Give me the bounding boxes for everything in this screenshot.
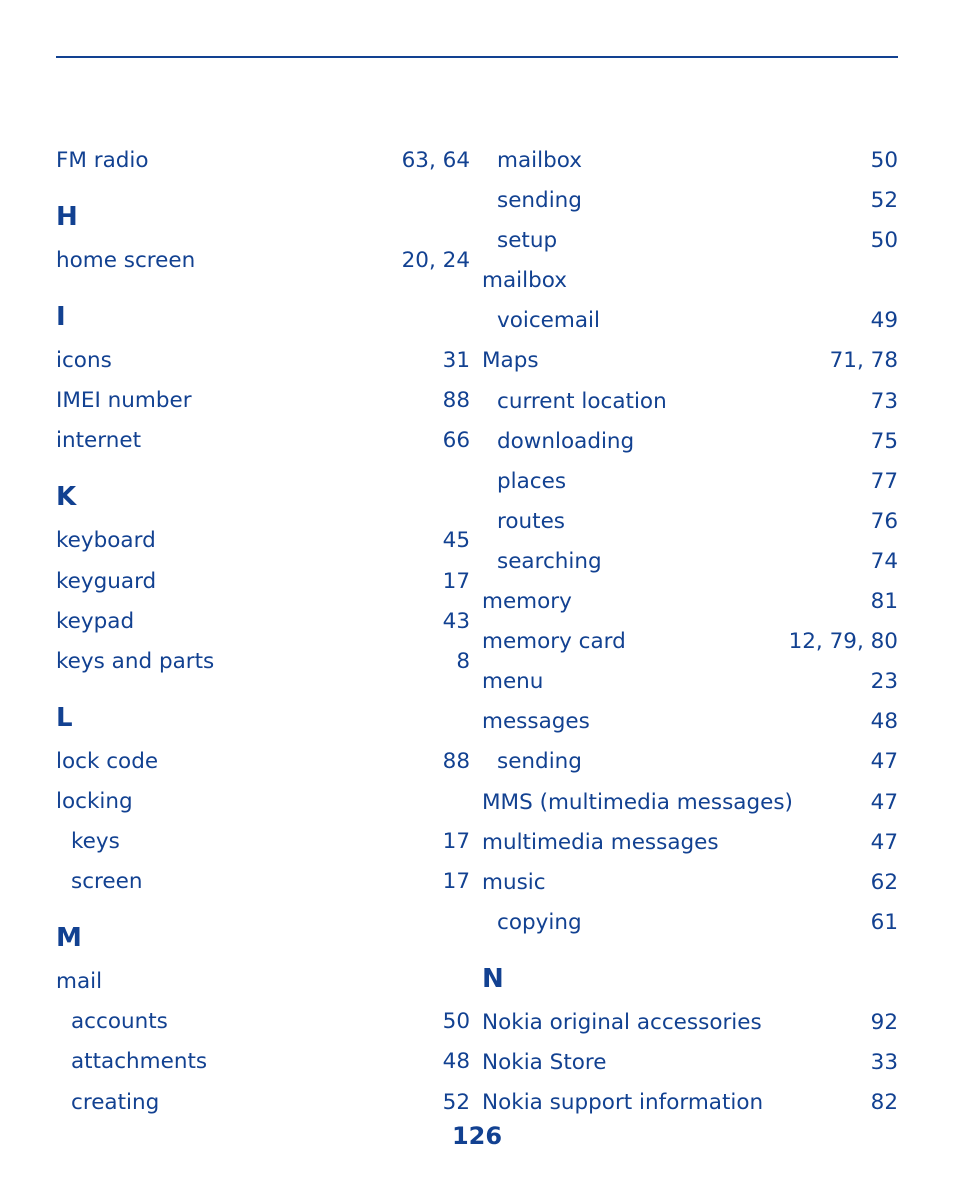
index-page-ref: 50 <box>442 1009 470 1035</box>
index-page-ref: 48 <box>870 709 898 735</box>
index-subentry <box>56 1042 470 1082</box>
index-term: current location <box>497 388 667 414</box>
index-entry <box>482 261 898 301</box>
index-page-ref: 88 <box>442 748 470 774</box>
index-term: screen <box>71 869 143 895</box>
index-page-ref: 23 <box>870 669 898 695</box>
index-term: accounts <box>71 1009 168 1035</box>
index-term: memory <box>482 589 572 615</box>
index-entry <box>482 622 898 662</box>
index-entry <box>56 962 470 1002</box>
index-page-ref: 81 <box>870 589 898 615</box>
index-subentry <box>56 822 470 862</box>
index-page-ref: 33 <box>870 1049 898 1075</box>
index-entry <box>56 421 470 461</box>
index-term: Nokia Store <box>482 1049 607 1075</box>
index-page-ref: 77 <box>870 468 898 494</box>
index-page-ref: 52 <box>442 1089 470 1115</box>
index-term: downloading <box>497 428 635 454</box>
index-page-ref: 20, 24 <box>401 248 470 274</box>
index-page-ref: 50 <box>870 228 898 254</box>
index-letter-heading: N <box>482 963 504 994</box>
index-entry <box>56 521 470 561</box>
index-term: menu <box>482 669 544 695</box>
index-entry <box>482 1043 898 1083</box>
index-subentry <box>482 502 898 542</box>
index-term: keys <box>71 829 120 855</box>
index-term: mailbox <box>482 268 567 294</box>
index-term: mailbox <box>497 148 582 173</box>
index-entry <box>56 341 470 381</box>
index-term: keys and parts <box>56 648 215 674</box>
index-subentry <box>482 181 898 221</box>
index-page-ref: 76 <box>870 508 898 534</box>
index-page-ref: 45 <box>442 528 470 554</box>
index-term: memory card <box>482 629 626 655</box>
index-column-right <box>482 141 898 1123</box>
index-page-ref: 12, 79, 80 <box>788 629 898 655</box>
index-page-ref: 50 <box>870 148 898 173</box>
index-page-ref: 74 <box>870 548 898 574</box>
index-entry <box>56 562 470 602</box>
index-page-ref: 31 <box>442 348 470 374</box>
index-entry <box>482 783 898 823</box>
index-term: copying <box>497 909 582 935</box>
index-subentry <box>482 903 898 943</box>
index-letter-heading: H <box>56 202 78 233</box>
index-term: internet <box>56 428 142 454</box>
index-term: home screen <box>56 248 196 274</box>
index-entry <box>482 341 898 381</box>
index-letter-heading: L <box>56 702 73 733</box>
index-term: attachments <box>71 1049 208 1075</box>
index-entry <box>56 602 470 642</box>
index-page-ref: 75 <box>870 428 898 454</box>
index-entry <box>482 582 898 622</box>
index-entry <box>56 742 470 782</box>
index-page-ref: 73 <box>870 388 898 414</box>
index-term: creating <box>71 1089 160 1115</box>
page-number: 126 <box>451 1122 503 1150</box>
index-column-left <box>56 141 470 1123</box>
index-term: Maps <box>482 348 539 374</box>
index-page-ref: 52 <box>870 188 898 214</box>
index-page-ref: 17 <box>442 829 470 855</box>
index-term: messages <box>482 709 590 735</box>
index-page-ref: 47 <box>870 829 898 855</box>
index-letter-heading: I <box>56 302 66 333</box>
index-page-ref: 66 <box>442 428 470 454</box>
index-page-ref: 62 <box>870 869 898 895</box>
index-term: lock code <box>56 748 159 774</box>
index-term: Nokia support information <box>482 1090 764 1116</box>
index-entry <box>56 782 470 822</box>
index-page-ref: 71, 78 <box>829 348 898 374</box>
index-term: voicemail <box>497 308 600 334</box>
index-page-ref: 63, 64 <box>401 148 470 173</box>
index-subentry <box>482 382 898 422</box>
index-letter-heading: K <box>56 482 77 513</box>
index-page-ref: 92 <box>870 1009 898 1035</box>
index-term: keyboard <box>56 528 156 554</box>
index-entry <box>482 662 898 702</box>
index-term: searching <box>497 548 602 574</box>
index-page-ref: 47 <box>870 749 898 775</box>
index-term: sending <box>497 188 582 214</box>
index-subentry <box>482 542 898 582</box>
index-entry <box>56 381 470 421</box>
index-term: mail <box>56 969 103 995</box>
index-page-ref: 88 <box>442 388 470 414</box>
index-term: music <box>482 869 546 895</box>
index-page-ref: 49 <box>870 308 898 334</box>
index-term: Nokia original accessories <box>482 1009 762 1035</box>
index-subentry <box>482 462 898 502</box>
header-rule <box>56 56 898 58</box>
index-subentry <box>482 221 898 261</box>
index-subentry <box>482 742 898 782</box>
index-term: FM radio <box>56 148 149 173</box>
index-letter-heading: M <box>56 923 82 954</box>
index-page-ref: 17 <box>442 568 470 594</box>
index-subentry <box>482 301 898 341</box>
index-page-ref: 8 <box>456 648 470 674</box>
index-term: places <box>497 468 567 494</box>
index-term: keypad <box>56 608 135 634</box>
index-subentry <box>482 141 898 181</box>
index-entry <box>482 823 898 863</box>
index-entry <box>482 702 898 742</box>
index-term: locking <box>56 788 133 814</box>
index-subentry <box>56 1083 470 1123</box>
index-subentry <box>482 422 898 462</box>
index-term: keyguard <box>56 568 157 594</box>
index-page-ref: 82 <box>870 1090 898 1116</box>
index-subentry <box>56 1002 470 1042</box>
index-term: setup <box>497 228 558 254</box>
index-entry <box>56 642 470 682</box>
index-entry <box>56 241 470 281</box>
index-subentry <box>56 862 470 902</box>
index-entry <box>56 141 470 181</box>
index-term: MMS (multimedia messages) <box>482 789 793 815</box>
index-page-ref: 61 <box>870 909 898 935</box>
index-page-ref: 17 <box>442 869 470 895</box>
index-term: multimedia messages <box>482 829 719 855</box>
index-term: sending <box>497 749 582 775</box>
index-page-ref: 47 <box>870 789 898 815</box>
index-term: IMEI number <box>56 388 192 414</box>
index-term: routes <box>497 508 566 534</box>
index-entry <box>482 863 898 903</box>
index-page-ref: 48 <box>442 1049 470 1075</box>
index-entry <box>482 1003 898 1043</box>
index-term: icons <box>56 348 112 374</box>
index-page-ref: 43 <box>442 608 470 634</box>
